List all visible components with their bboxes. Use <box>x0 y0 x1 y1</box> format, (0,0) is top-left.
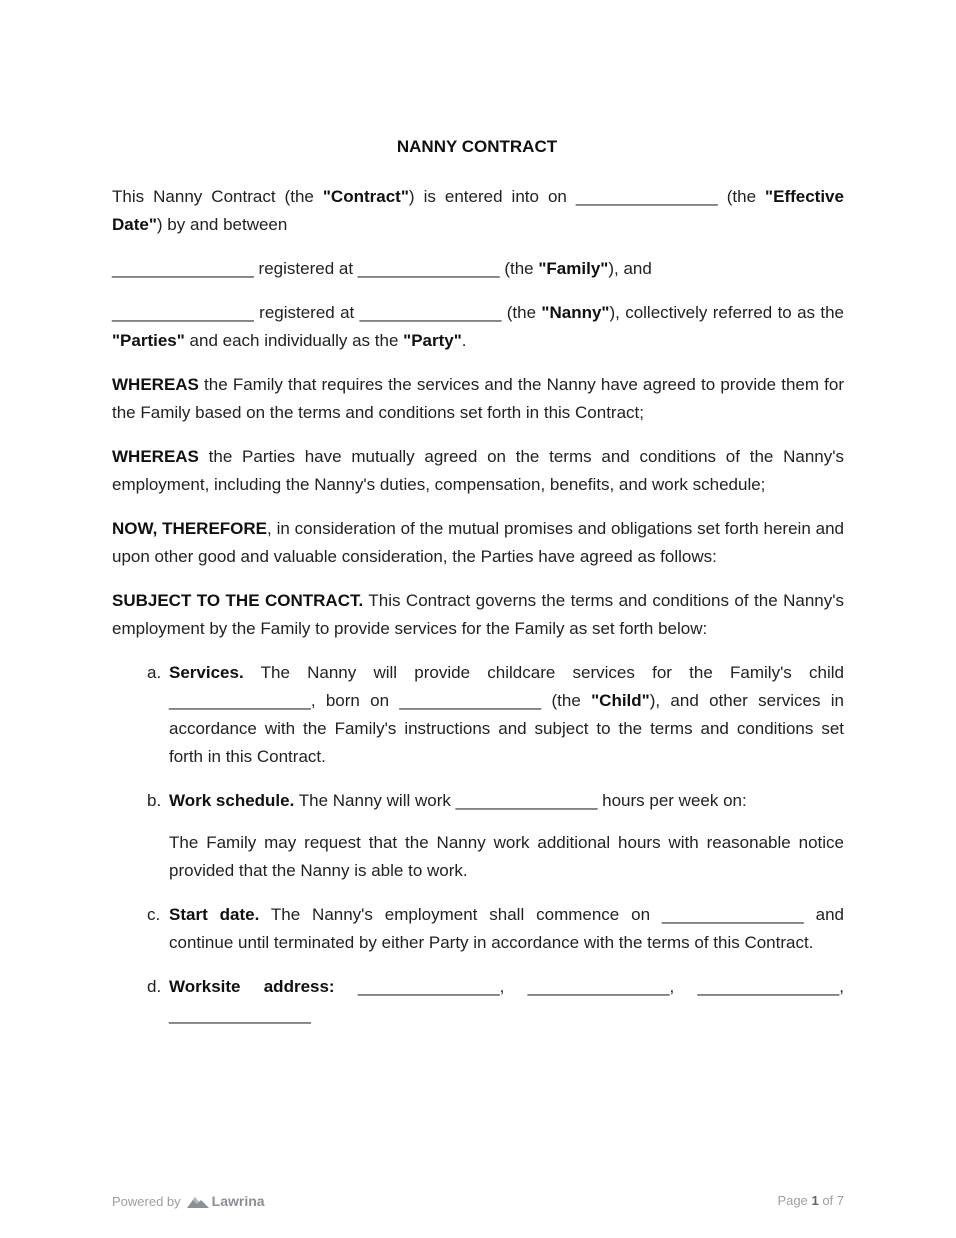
powered-by-footer <box>112 1193 265 1209</box>
page-number: Page 1 of 7 <box>777 1193 844 1208</box>
brand-name: Lawrina <box>211 1193 265 1209</box>
powered-by-label: Powered by <box>112 1193 181 1209</box>
document-body <box>112 183 844 1045</box>
family-paragraph: _______________ registered at _______________ (the "Family"), and <box>112 259 652 278</box>
family-name-blank: _______________ <box>112 259 254 278</box>
whereas-paragraph-2: WHEREAS the Parties have mutually agreed on the terms and conditions of the Nanny's employment, including the Nanny's duties, compensation, benefits, and work schedule; <box>112 447 844 494</box>
party-term: "Party" <box>403 331 462 350</box>
clause-heading: Services. <box>169 663 244 682</box>
start-date-blank: _______________ <box>661 905 804 924</box>
current-page: 1 <box>811 1193 819 1208</box>
child-birthdate-blank: _______________ <box>399 691 542 710</box>
nanny-name-blank: _______________ <box>112 303 254 322</box>
nanny-paragraph: _______________ registered at _______________ (the "Nanny"), collectively referred to as the "Parties" and each individually as the "Party". <box>112 303 845 350</box>
effective-date-blank: _______________ <box>575 187 718 206</box>
parties-term: "Parties" <box>112 331 185 350</box>
clause-marker: d. <box>147 977 162 996</box>
address-blank-4: _______________ <box>169 1005 311 1024</box>
mountain-logo-icon <box>187 1195 209 1208</box>
whereas-paragraph-1: WHEREAS the Family that requires the services and the Nanny have agreed to provide them for the Family based on the terms and conditions set forth in this Contract; <box>112 375 844 422</box>
clause-list <box>112 659 844 1029</box>
effective-date-term: "Effective Date" <box>112 187 844 234</box>
clause-marker: a. <box>147 663 162 682</box>
now-therefore-paragraph: NOW, THEREFORE, in consideration of the mutual promises and obligations set forth herein and upon other good and valuable consideration, the Parties have agreed as follows: <box>112 519 844 566</box>
child-term: "Child" <box>591 691 650 710</box>
clause-heading: Worksite address: <box>169 977 335 996</box>
contract-term: "Contract" <box>322 187 409 206</box>
family-address-blank: _______________ <box>357 259 500 278</box>
address-blank-3: _______________ <box>697 977 840 996</box>
subject-paragraph: SUBJECT TO THE CONTRACT. This Contract governs the terms and conditions of the Nanny's employment by the Family to provide services for the Family as set forth below: <box>112 591 844 638</box>
intro-paragraph: This Nanny Contract (the "Contract") is entered into on _______________ (the "Effective Date") by and between <box>112 187 844 234</box>
family-term: "Family" <box>538 259 609 278</box>
clause-marker: c. <box>147 905 161 924</box>
clause-heading: Work schedule. <box>169 791 295 810</box>
clause-services: a. Services. The Nanny will provide childcare services for the Family's child _______________, born on _______________ (the "Child"), and other services in accordance with the Family's instructions and subject to the terms and conditions set forth in this Contract. <box>112 659 844 771</box>
work-schedule-note: The Family may request that the Nanny work additional hours with reasonable notice provided that the Nanny is able to work. <box>169 833 844 880</box>
nanny-term: "Nanny" <box>541 303 610 322</box>
nanny-address-blank: _______________ <box>359 303 502 322</box>
clause-work-schedule: b. Work schedule. The Nanny will work _______________ hours per week on: The Family may request that the Nanny work additional hours with reasonable notice provided that the Nanny is able to work. <box>112 787 844 885</box>
address-blank-1: _______________ <box>357 977 500 996</box>
child-name-blank: _______________ <box>169 691 311 710</box>
hours-blank: _______________ <box>455 791 598 810</box>
clause-heading: Start date. <box>169 905 260 924</box>
address-blank-2: _______________ <box>527 977 670 996</box>
clause-worksite-address: d. Worksite address: _______________, _______________, _______________, _______________ <box>112 973 844 1029</box>
document-title: NANNY CONTRACT <box>396 137 558 156</box>
clause-start-date: c. Start date. The Nanny's employment shall commence on _______________ and continue until terminated by either Party in accordance with the terms of this Contract. <box>112 901 844 957</box>
clause-marker: b. <box>147 791 162 810</box>
